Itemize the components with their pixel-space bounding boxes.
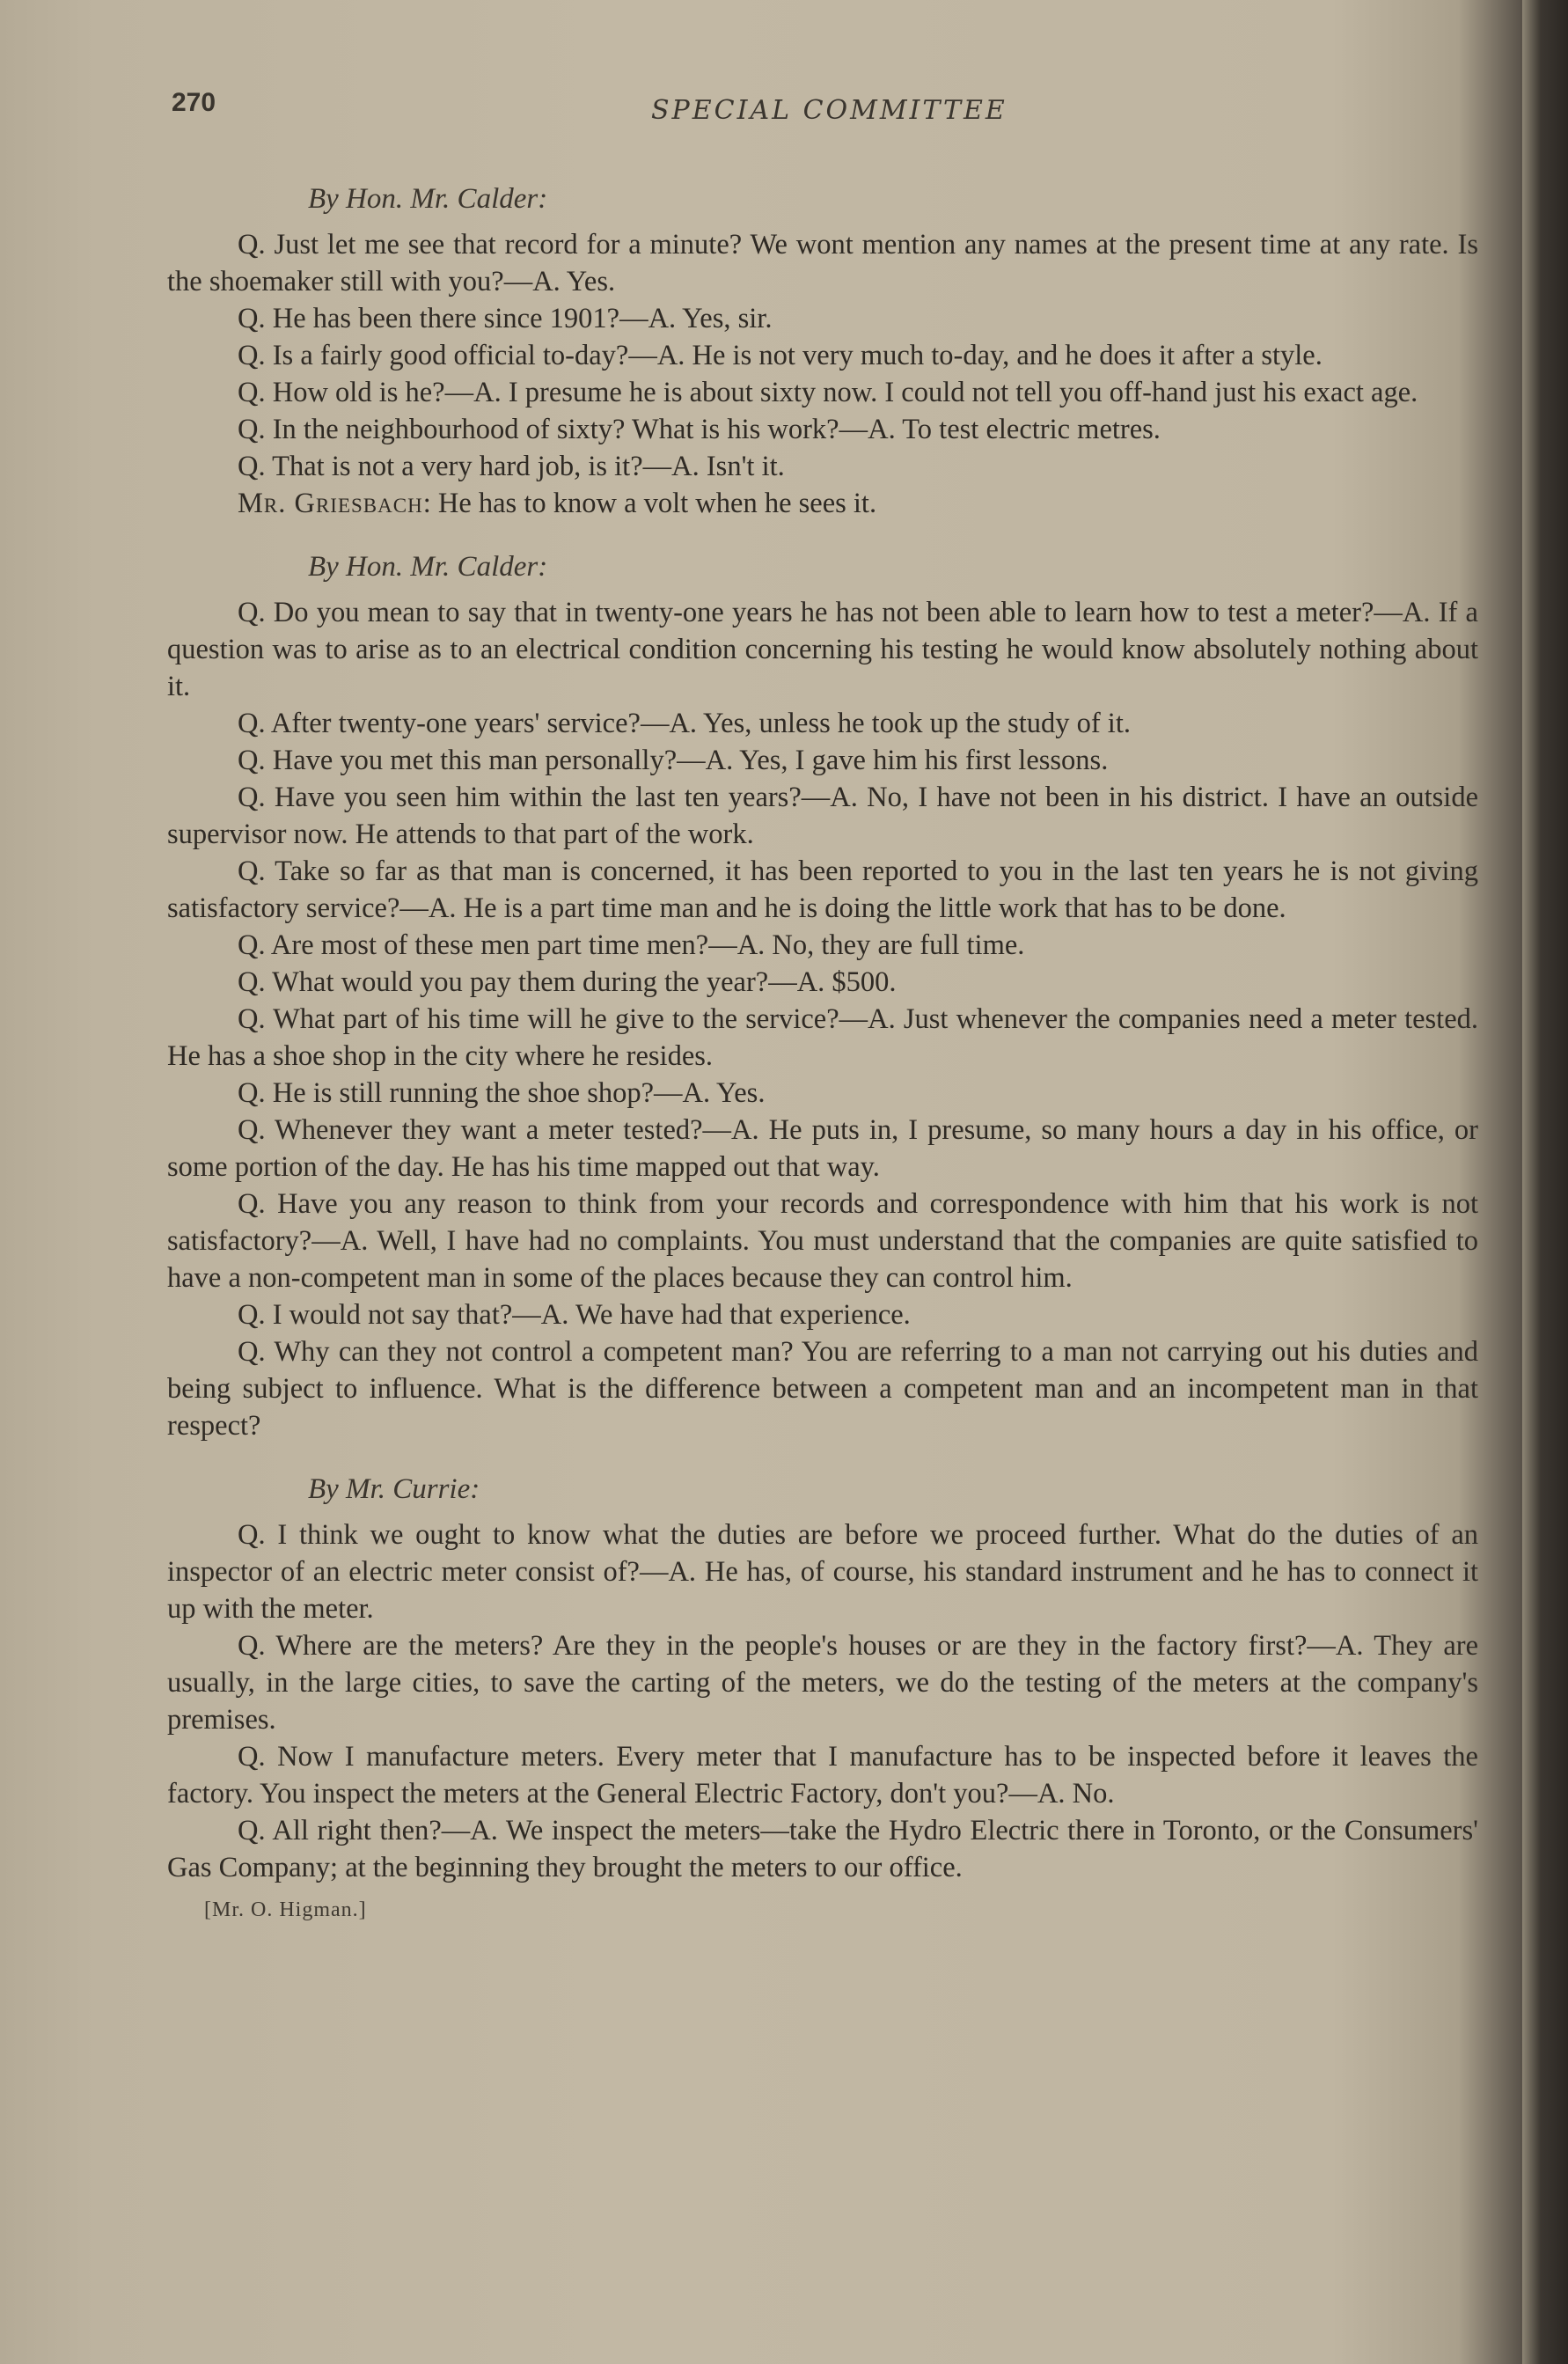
paragraph: Q. He has been there since 1901?—A. Yes, sir. <box>238 303 773 334</box>
paragraph: Q. Have you any reason to think from your records and correspondence with him that his work is not satisfactory?—A. Well, I have had no complaints. You must understand that the companies are quite satisfied to have a non-competent man in some of the places because they can control him. <box>167 1188 1478 1294</box>
paragraph: Q. Have you met this man personally?—A. Yes, I gave him his first lessons. <box>238 745 1109 776</box>
speaker-paragraph <box>167 485 1478 522</box>
paragraph: Q. He is still running the shoe shop?—A. Yes. <box>238 1077 766 1109</box>
witness-footer: [Mr. O. Higman.] <box>204 1898 367 1921</box>
paragraph: Q. Now I manufacture meters. Every meter that I manufacture has to be inspected before it leaves the factory. You inspect the meters at the General Electric Factory, don't you?—A. No. <box>167 1741 1478 1810</box>
paragraph: Q. I would not say that?—A. We have had that experience. <box>238 1299 911 1331</box>
paragraph: Q. All right then?—A. We inspect the meters—take the Hydro Electric there in Toronto, or the Consumers' Gas Company; at the beginning they brought the meters to our office. <box>167 1815 1478 1883</box>
page-number: 270 <box>172 88 216 117</box>
paragraph: Q. What would you pay them during the year?—A. $500. <box>238 966 897 998</box>
book-binding-edge <box>1522 0 1568 2364</box>
section-byline: By Hon. Mr. Calder: <box>308 183 548 215</box>
paragraph: Q. What part of his time will he give to the service?—A. Just whenever the companies need a meter tested. He has a shoe shop in the city where he resides. <box>167 1003 1478 1072</box>
paragraph: Q. After twenty-one years' service?—A. Yes, unless he took up the study of it. <box>238 708 1131 739</box>
paragraph: Q. How old is he?—A. I presume he is about sixty now. I could not tell you off-hand just his exact age. <box>238 377 1418 408</box>
speaker-name: Mr. Griesbach <box>238 488 423 519</box>
paragraph: Q. Do you mean to say that in twenty-one years he has not been able to learn how to test a meter?—A. If a question was to arise as to an electrical condition concerning his testing he would know absolutely nothing about it. <box>167 597 1478 702</box>
running-head: SPECIAL COMMITTEE <box>651 95 1007 126</box>
paragraph: Q. I think we ought to know what the duties are before we proceed further. What do the duties of an inspector of an electric meter consist of?—A. He has, of course, his standard instrument and he has to connect it up with the meter. <box>167 1519 1478 1625</box>
paragraph: Q. Whenever they want a meter tested?—A. He puts in, I presume, so many hours a day in his office, or some portion of the day. He has his time mapped out that way. <box>167 1114 1478 1183</box>
paragraph: Q. Is a fairly good official to-day?—A. He is not very much to-day, and he does it after a style. <box>238 340 1323 371</box>
paragraph: Q. Just let me see that record for a minute? We wont mention any names at the present time at any rate. Is the shoemaker still with you?—A. Yes. <box>167 229 1478 297</box>
paragraph: Q. In the neighbourhood of sixty? What is his work?—A. To test electric metres. <box>238 414 1161 445</box>
speaker-text: : He has to know a volt when he sees it. <box>422 488 877 519</box>
paragraph: Q. That is not a very hard job, is it?—A. Isn't it. <box>238 451 785 482</box>
paragraph: Q. Why can they not control a competent man? You are referring to a man not carrying out his duties and being subject to influence. What is the difference between a competent man and an incompetent man in that respect? <box>167 1336 1478 1442</box>
paragraph: Q. Take so far as that man is concerned, it has been reported to you in the last ten years he is not giving satisfactory service?—A. He is a part time man and he is doing the little work that has to be done. <box>167 855 1478 924</box>
section-byline: By Hon. Mr. Calder: <box>308 551 548 583</box>
paragraph: Q. Are most of these men part time men?—A. No, they are full time. <box>238 929 1025 961</box>
body-text <box>167 180 1478 1928</box>
paragraph: Q. Have you seen him within the last ten years?—A. No, I have not been in his district. I have an outside supervisor now. He attends to that part of the work. <box>167 782 1478 850</box>
paragraph: Q. Where are the meters? Are they in the people's houses or are they in the factory first?—A. They are usually, in the large cities, to save the carting of the meters, we do the testing of the meters at the company's premises. <box>167 1630 1478 1736</box>
section-byline: By Mr. Currie: <box>308 1473 480 1505</box>
